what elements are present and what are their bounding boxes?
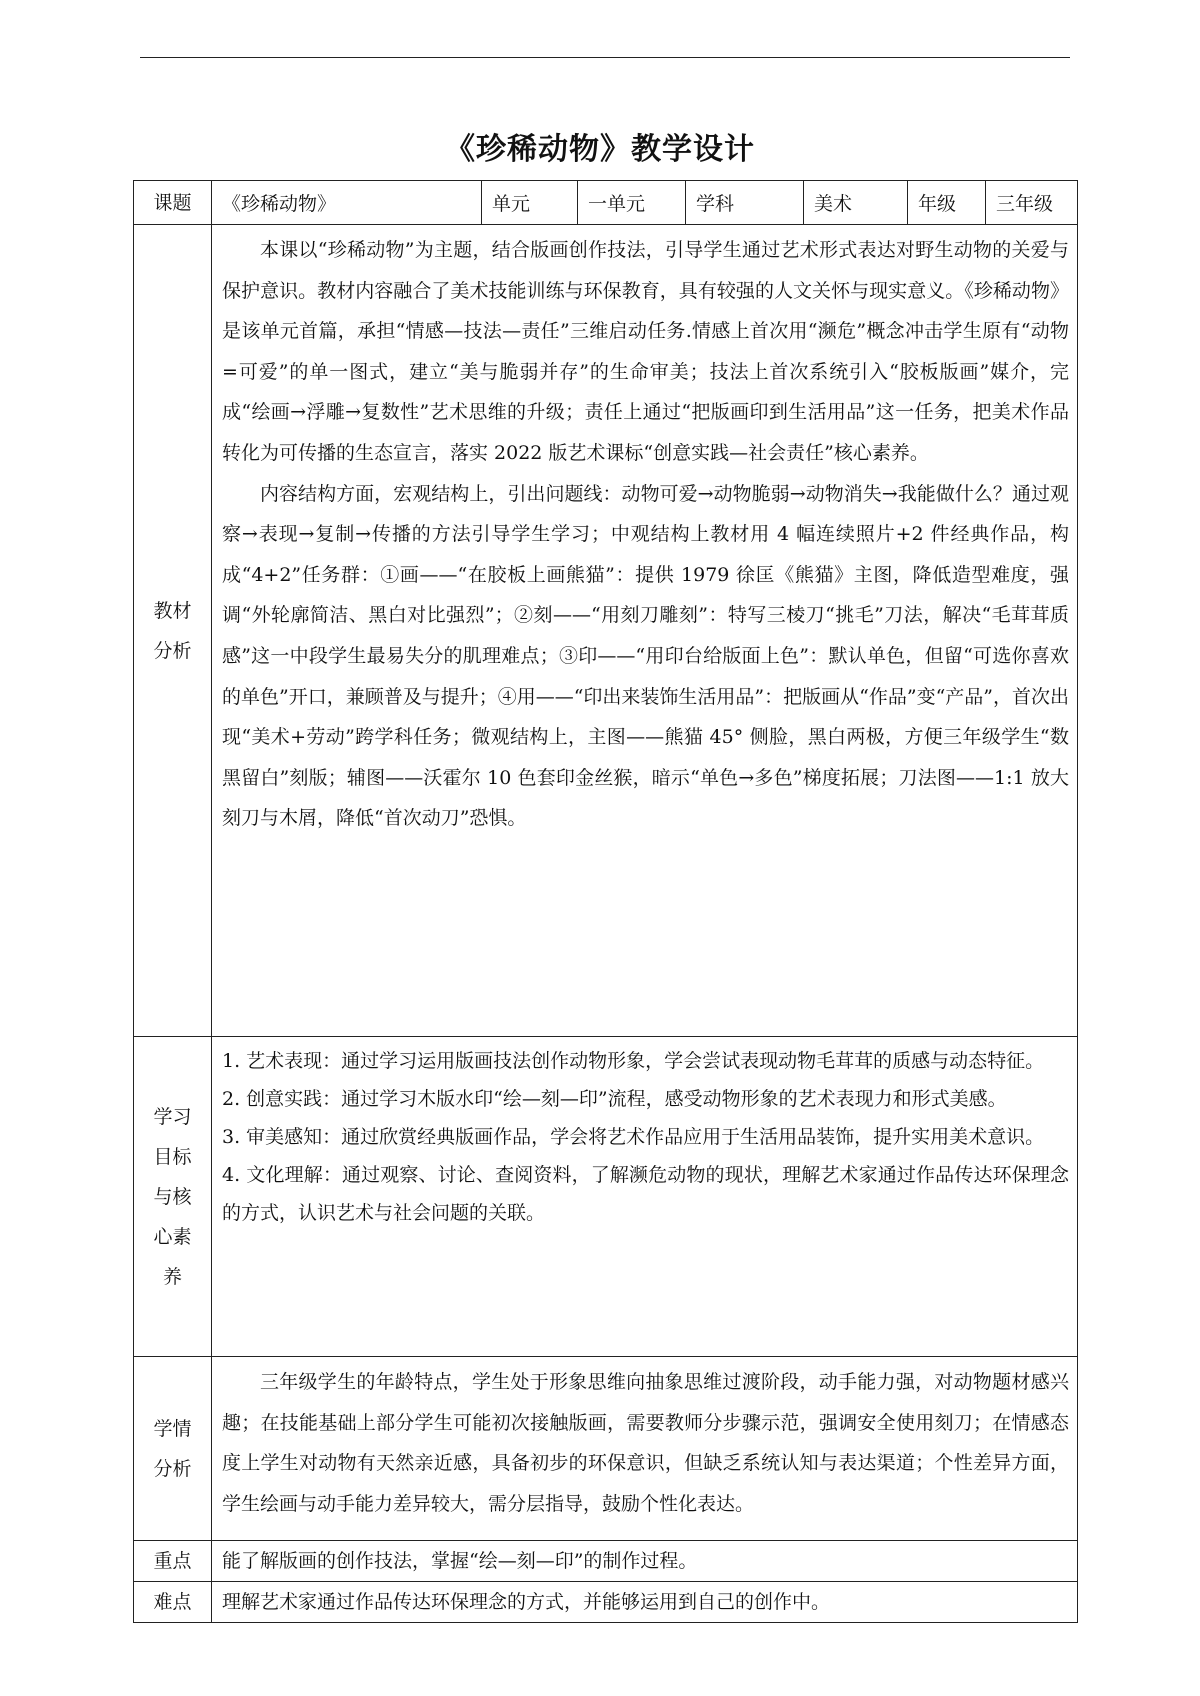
grade-label: 年级 bbox=[908, 181, 986, 225]
label-line: 分析 bbox=[153, 1457, 192, 1480]
label-line: 与核 bbox=[153, 1185, 192, 1208]
key-point-text: 能了解版画的创作技法，掌握“绘—刻—印”的制作过程。 bbox=[212, 1541, 1078, 1582]
header-row bbox=[134, 181, 1078, 225]
student-analysis-row bbox=[134, 1357, 1078, 1541]
difficulty-label: 难点 bbox=[134, 1582, 212, 1623]
student-analysis-paragraph: 三年级学生的年龄特点，学生处于形象思维向抽象思维过渡阶段，动手能力强，对动物题材感兴趣；在技能基础上部分学生可能初次接触版画，需要教师分步骤示范，强调安全使用刻刀；在情感态度上学生对动物有天然亲近感，具备初步的环保意识，但缺乏系统认知与表达渠道；个性差异方面，学生绘画与动手能力差异较大，需分层指导，鼓励个性化表达。 bbox=[222, 1371, 1069, 1515]
label-line: 心素 bbox=[153, 1225, 192, 1248]
objective-item: 2. 创意实践：通过学习木版水印“绘—刻—印”流程，感受动物形象的艺术表现力和形式美感。 bbox=[222, 1088, 1007, 1110]
unit-value: 一单元 bbox=[578, 181, 686, 225]
objectives-label bbox=[134, 1037, 212, 1357]
label-line: 养 bbox=[162, 1265, 182, 1288]
material-analysis-row bbox=[134, 225, 1078, 1037]
label-line: 目标 bbox=[153, 1145, 192, 1168]
student-analysis-content bbox=[212, 1357, 1078, 1541]
label-line: 学习 bbox=[153, 1105, 192, 1128]
objective-item: 4. 文化理解：通过观察、讨论、查阅资料，了解濒危动物的现状，理解艺术家通过作品传达环保理念的方式，认识艺术与社会问题的关联。 bbox=[222, 1164, 1069, 1224]
material-paragraph-1: 本课以“珍稀动物”为主题，结合版画创作技法，引导学生通过艺术形式表达对野生动物的关爱与保护意识。教材内容融合了美术技能训练与环保教育，具有较强的人文关怀与现实意义。《珍稀动物》是该单元首篇，承担“情感—技法—责任”三维启动任务.情感上首次用“濒危”概念冲击学生原有“动物=可爱”的单一图式，建立“美与脆弱并存”的生命审美；技法上首次系统引入“胶板版画”媒介，完成“绘画→浮雕→复数性”艺术思维的升级；责任上通过“把版画印到生活用品”这一任务，把美术作品转化为可传播的生态宣言，落实 2022 版艺术课标“创意实践—社会责任”核心素养。 bbox=[222, 239, 1069, 464]
objectives-list bbox=[222, 1042, 1069, 1232]
unit-label: 单元 bbox=[482, 181, 578, 225]
material-paragraph-2: 内容结构方面，宏观结构上，引出问题线：动物可爱→动物脆弱→动物消失→我能做什么？通过观察→表现→复制→传播的方法引导学生学习；中观结构上教材用 4 幅连续照片+2 件经典作品，构成“4+2”任务群：①画——“在胶板上画熊猫”：提供 1979 徐匡《熊猫》主图，降低造型难度，强调“外轮廓简洁、黑白对比强烈”；②刻——“用刻刀雕刻”：特写三棱刀“挑毛”刀法，解决“毛茸茸质感”这一中段学生最易失分的肌理难点；③印——“用印台给版面上色”：默认单色，但留“可选你喜欢的单色”开口，兼顾普及与提升；④用——“印出来装饰生活用品”：把版画从“作品”变“产品”，首次出现“美术+劳动”跨学科任务；微观结构上，主图——熊猫 45° 侧脸，黑白两极，方便三年级学生“数黑留白”刻版；辅图——沃霍尔 10 色套印金丝猴，暗示“单色→多色”梯度拓展；刀法图——1:1 放大刻刀与木屑，降低“首次动刀”恐惧。 bbox=[222, 482, 1069, 830]
label-line: 学情 bbox=[153, 1417, 192, 1440]
label-line: 分析 bbox=[153, 639, 192, 662]
lesson-plan-table bbox=[133, 180, 1078, 1623]
objective-item: 3. 审美感知：通过欣赏经典版画作品，学会将艺术作品应用于生活用品装饰，提升实用美术意识。 bbox=[222, 1126, 1045, 1148]
student-analysis-label bbox=[134, 1357, 212, 1541]
objectives-content bbox=[212, 1037, 1078, 1357]
topic-label: 课题 bbox=[134, 181, 212, 225]
key-point-row bbox=[134, 1541, 1078, 1582]
material-analysis-content bbox=[212, 225, 1078, 1037]
grade-value: 三年级 bbox=[986, 181, 1078, 225]
topic-value: 《珍稀动物》 bbox=[212, 181, 482, 225]
objective-item: 1. 艺术表现：通过学习运用版画技法创作动物形象，学会尝试表现动物毛茸茸的质感与动态特征。 bbox=[222, 1050, 1045, 1072]
key-point-label: 重点 bbox=[134, 1541, 212, 1582]
label-line: 教材 bbox=[153, 599, 192, 622]
objectives-row bbox=[134, 1037, 1078, 1357]
header-rule bbox=[140, 57, 1070, 58]
document-title: 《珍稀动物》教学设计 bbox=[445, 132, 755, 167]
difficulty-row bbox=[134, 1582, 1078, 1623]
subject-value: 美术 bbox=[804, 181, 908, 225]
material-analysis-label bbox=[134, 225, 212, 1037]
difficulty-text: 理解艺术家通过作品传达环保理念的方式，并能够运用到自己的创作中。 bbox=[212, 1582, 1078, 1623]
subject-label: 学科 bbox=[686, 181, 804, 225]
